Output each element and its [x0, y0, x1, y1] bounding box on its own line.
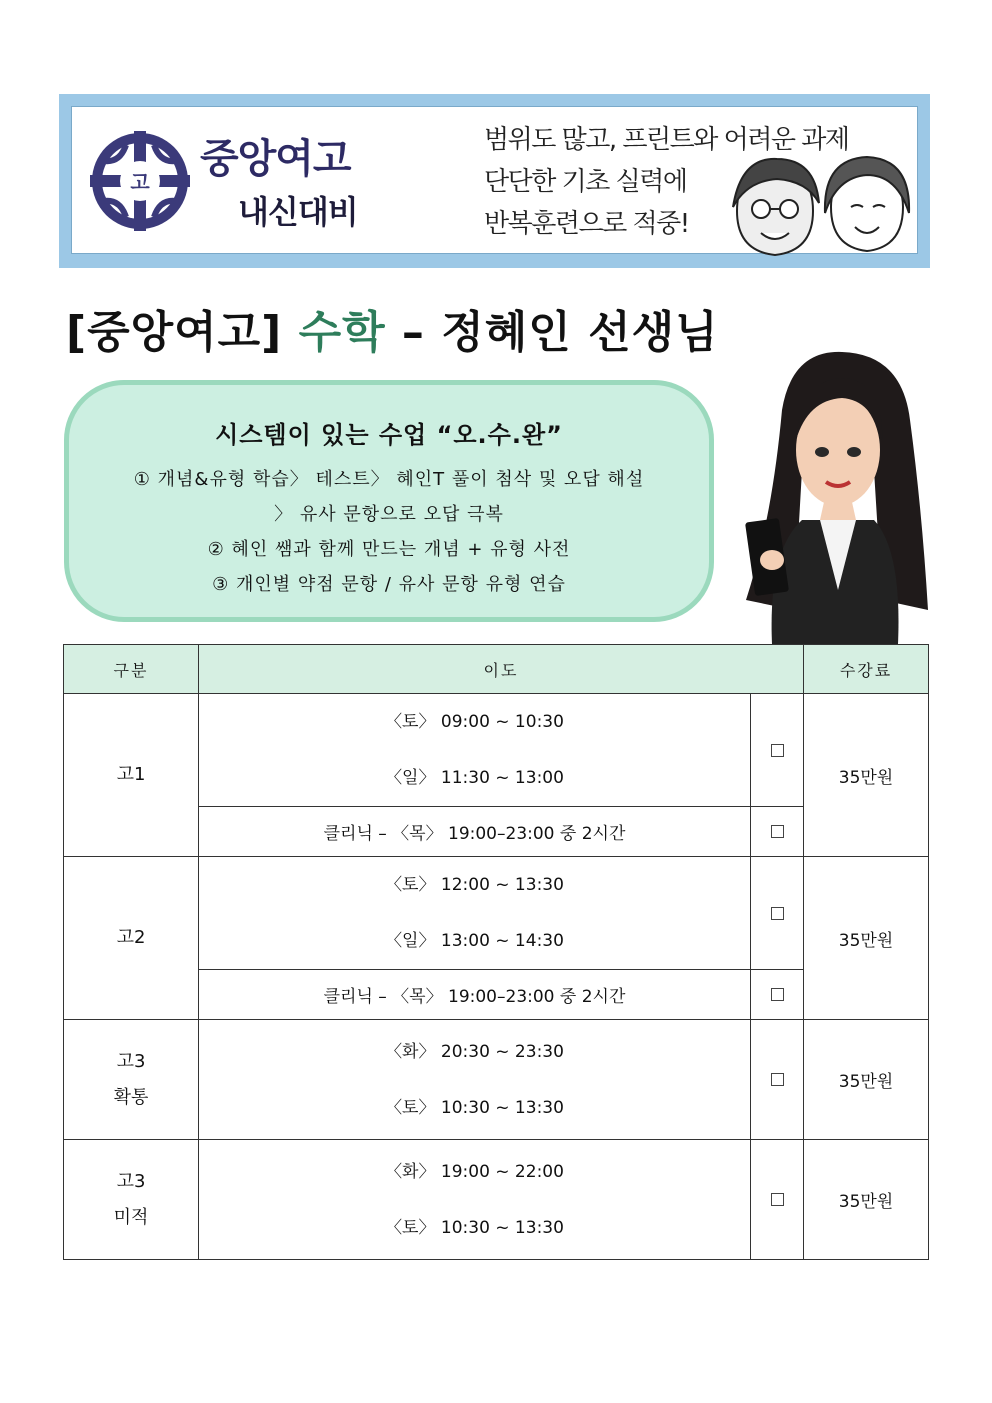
table-row	[64, 1140, 929, 1260]
grade-cell	[64, 857, 199, 1020]
intro-heading: 시스템이 있는 수업 “오.수.완”	[215, 421, 563, 449]
grade-cell	[64, 1020, 199, 1140]
table-row	[64, 694, 929, 807]
grade-label: 고1	[116, 764, 146, 785]
fee-cell: 35만원	[804, 1140, 929, 1260]
title-subject: 수학	[298, 307, 386, 358]
clinic-checkbox-cell[interactable]	[751, 970, 804, 1020]
time-slot: 〈토〉 12:00 ~ 13:30	[385, 875, 564, 895]
title-dash: –	[401, 307, 425, 358]
grade-cell	[64, 1140, 199, 1260]
slot-checkbox-cell[interactable]	[751, 694, 804, 807]
intro-line: ③ 개인별 약점 문항 / 유사 문항 유형 연습	[212, 574, 566, 595]
title-school: [중앙여고]	[66, 307, 283, 358]
checkbox[interactable]	[771, 1073, 784, 1086]
intro-line: 〉 유사 문항으로 오답 극복	[274, 504, 504, 525]
slot-checkbox-cell[interactable]	[751, 1020, 804, 1140]
time-slot: 〈토〉 09:00 ~ 10:30	[385, 712, 564, 732]
checkbox[interactable]	[771, 744, 784, 757]
clinic-cell: 클리닉 – 〈목〉 19:00–23:00 중 2시간	[199, 970, 751, 1020]
fee-cell: 35만원	[804, 857, 929, 1020]
time-slot: 〈토〉 10:30 ~ 13:30	[385, 1217, 564, 1238]
checkbox[interactable]	[771, 988, 784, 1001]
slot-cell	[199, 1140, 751, 1260]
slot-cell	[199, 1020, 751, 1140]
clinic-checkbox-cell[interactable]	[751, 807, 804, 857]
checkbox[interactable]	[771, 907, 784, 920]
schedule-table	[63, 644, 929, 1260]
clinic-cell: 클리닉 – 〈목〉 19:00–23:00 중 2시간	[199, 807, 751, 857]
time-slot: 〈토〉 10:30 ~ 13:30	[385, 1097, 564, 1118]
grade-course: 확통	[113, 1086, 149, 1108]
slogan-line: 반복훈련으로 적중!	[484, 209, 689, 239]
header-schedule: 이도	[199, 645, 804, 694]
banner-subtitle: 내신대비	[238, 193, 358, 231]
school-name: 중앙여고	[200, 136, 351, 182]
grade-label: 고2	[116, 927, 146, 948]
time-slot: 〈화〉 19:00 ~ 22:00	[385, 1161, 564, 1182]
banner-pointer	[479, 269, 503, 282]
header-category: 구분	[64, 645, 199, 694]
checkbox[interactable]	[771, 1193, 784, 1206]
logo-text: 고	[130, 170, 150, 194]
slogan-line: 단단한 기초 실력에	[484, 167, 687, 197]
fee-cell: 35만원	[804, 694, 929, 857]
grade-course: 미적	[113, 1206, 149, 1228]
intro-line: ② 혜인 쌤과 함께 만드는 개념 + 유형 사전	[207, 539, 571, 560]
cartoon-faces-icon	[727, 151, 911, 259]
time-slot: 〈화〉 20:30 ~ 23:30	[385, 1041, 564, 1062]
table-row	[64, 1020, 929, 1140]
time-slot: 〈일〉 11:30 ~ 13:00	[385, 768, 564, 788]
time-slot: 〈일〉 13:00 ~ 14:30	[385, 931, 564, 951]
table-row	[64, 857, 929, 970]
grade-cell	[64, 694, 199, 857]
fee-cell: 35만원	[804, 1020, 929, 1140]
teacher-illustration-icon	[742, 350, 932, 644]
slot-cell	[199, 694, 751, 807]
intro-lines	[69, 462, 709, 602]
slot-checkbox-cell[interactable]	[751, 857, 804, 970]
table-header-row	[64, 645, 929, 694]
page-title	[66, 296, 719, 360]
grade-label: 고3	[116, 1050, 146, 1072]
checkbox[interactable]	[771, 825, 784, 838]
slot-checkbox-cell[interactable]	[751, 1140, 804, 1260]
grade-label: 고3	[116, 1170, 146, 1192]
banner-panel	[71, 106, 918, 254]
intro-line: ① 개념&유형 학습〉 테스트〉 혜인T 풀이 첨삭 및 오답 해설	[133, 469, 645, 490]
header-fee: 수강료	[804, 645, 929, 694]
slogan-line: 범위도 많고, 프린트와 어려운 과제	[484, 125, 849, 155]
school-logo-icon	[90, 131, 190, 231]
slot-cell	[199, 857, 751, 970]
title-teacher: 정혜인 선생님	[441, 307, 719, 358]
intro-box	[64, 380, 714, 622]
banner	[59, 94, 930, 268]
